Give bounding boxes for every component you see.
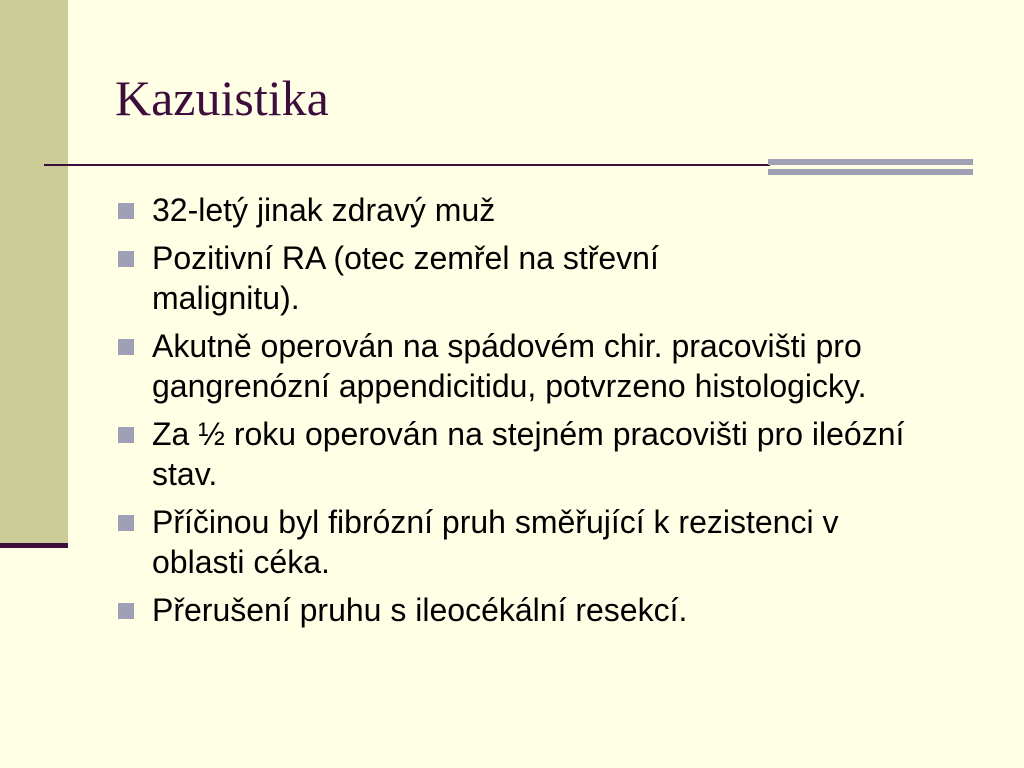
left-band-divider <box>0 543 68 548</box>
bullet-item <box>116 502 852 582</box>
bullet-item <box>116 238 812 318</box>
square-bullet-icon <box>118 427 134 443</box>
bullet-text: Za ½ roku operován na stejném pracovišti pro ileózní stav. <box>152 416 905 492</box>
square-bullet-icon <box>118 203 134 219</box>
square-bullet-icon <box>118 251 134 267</box>
bullet-text: Přerušení pruhu s ileocékální resekcí. <box>152 592 688 628</box>
bullet-text: Příčinou byl fibrózní pruh směřující k rezistenci v oblasti céka. <box>152 504 839 580</box>
accent-bar-top <box>768 159 973 165</box>
bullet-text: 32-letý jinak zdravý muž <box>152 192 496 228</box>
bullet-item <box>116 190 712 230</box>
accent-bars <box>768 157 973 179</box>
bullet-list <box>116 190 916 638</box>
bullet-text: Pozitivní RA (otec zemřel na střevní malignitu). <box>152 240 659 316</box>
square-bullet-icon <box>118 515 134 531</box>
square-bullet-icon <box>118 603 134 619</box>
bullet-item <box>116 326 912 406</box>
left-decorative-band <box>0 0 68 545</box>
title-underline <box>44 164 770 166</box>
bullet-item <box>116 414 942 494</box>
bullet-text: Akutně operován na spádovém chir. pracovišti pro gangrenózní appendicitidu, potvrzeno histologicky. <box>152 328 867 404</box>
slide-title: Kazuistika <box>115 70 329 126</box>
bullet-item <box>116 590 942 630</box>
accent-bar-bottom <box>768 169 973 175</box>
square-bullet-icon <box>118 339 134 355</box>
